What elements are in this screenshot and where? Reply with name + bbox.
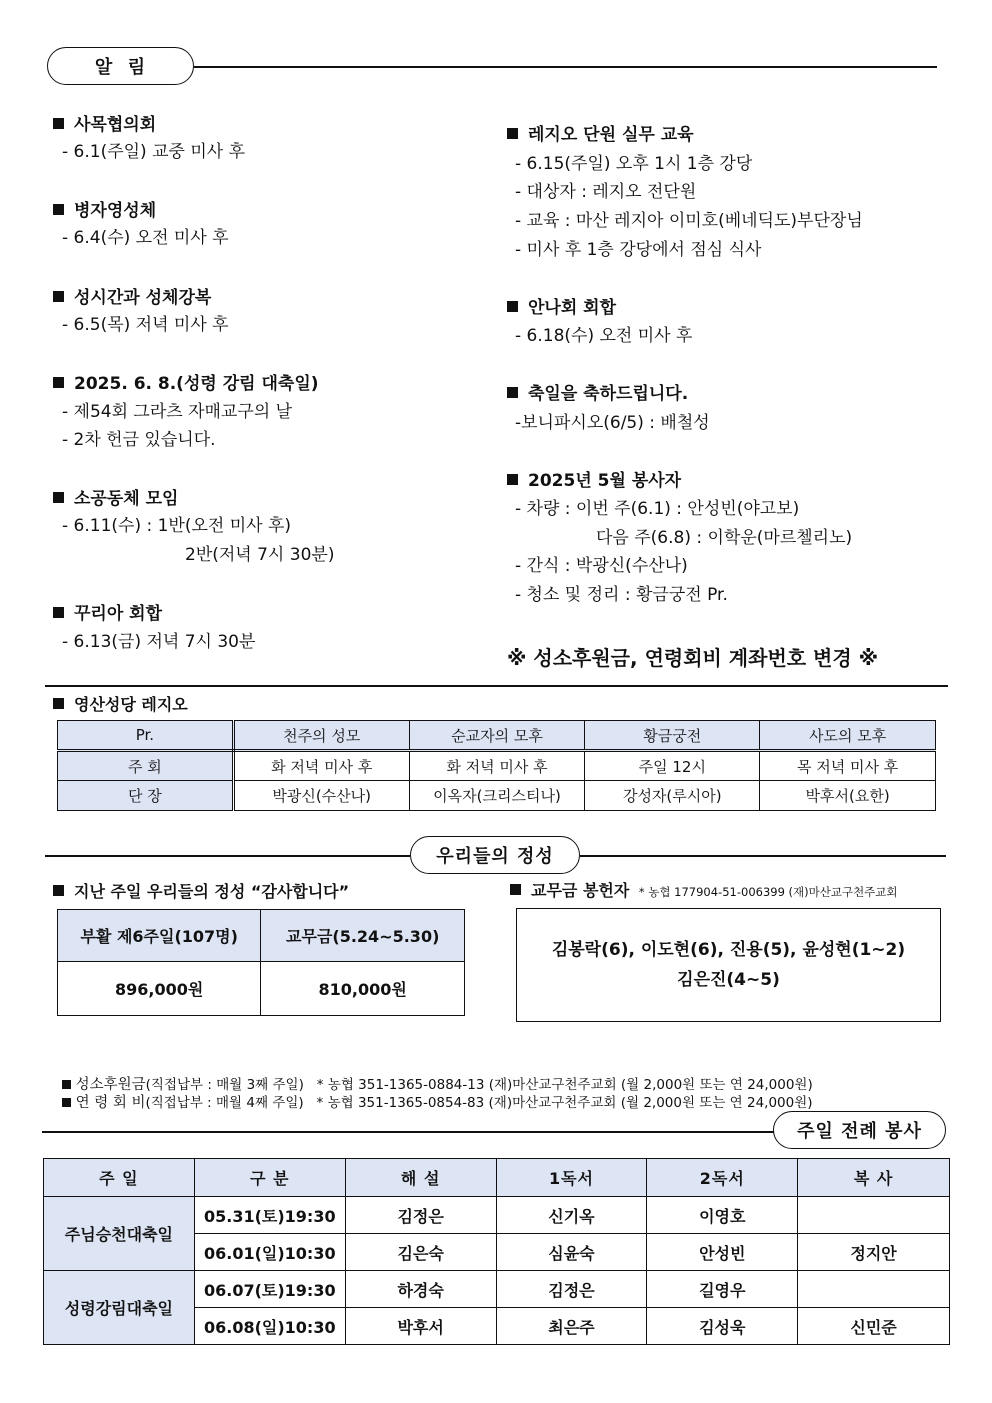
donors-box [516,908,941,1022]
table-header-cell: Pr. [58,721,234,751]
square-bullet-icon [507,474,518,485]
table-header-cell: 1독서 [496,1159,647,1197]
notice-title: 꾸리아 회합 [53,599,162,624]
square-bullet-icon [62,1098,71,1107]
table-cell [798,1197,950,1234]
divider [194,66,937,68]
notice-title: 2025. 6. 8.(성령 강림 대축일) [53,369,319,394]
table-header-cell: 천주의 성모 [233,721,409,751]
table-cell: 06.01(일)10:30 [194,1234,345,1271]
table-header-cell: 주 일 [44,1159,195,1197]
divider [45,855,410,857]
legio-title: 영산성당 레지오 [53,692,188,715]
table-header-cell: 복 사 [798,1159,950,1197]
notice-line: - 6.15(주일) 오후 1시 1층 강당 [515,154,753,174]
table-row [44,1197,950,1234]
table-cell: 박후서(요한) [760,781,936,811]
table-cell: 06.08(일)10:30 [194,1308,345,1345]
offerings-table [57,909,465,1016]
table-cell: 심윤숙 [496,1234,647,1271]
donor-line: 김은진(4~5) [677,970,780,990]
square-bullet-icon [53,204,64,215]
notice-line: - 간식 : 박광신(수산나) [515,556,688,576]
table-header-cell: 사도의 모후 [760,721,936,751]
table-row [58,751,936,781]
notice-title: 안나회 회합 [507,293,616,318]
table-cell: 하경숙 [345,1271,496,1308]
table-cell: 06.07(토)19:30 [194,1271,345,1308]
table-cell: 정지안 [798,1234,950,1271]
square-bullet-icon [507,301,518,312]
row-label: 주 회 [58,751,234,781]
table-row [58,962,465,1016]
notices-header-label: 알 림 [94,57,147,78]
table-cell: 길영우 [647,1271,798,1308]
table-cell: 박광신(수산나) [233,781,409,811]
table-header-cell: 교무금(5.24~5.30) [261,910,465,962]
square-bullet-icon [53,698,64,709]
notice-line: - 미사 후 1층 강당에서 점심 식사 [515,240,762,260]
table-cell: 최은주 [496,1308,647,1345]
table-cell: 05.31(토)19:30 [194,1197,345,1234]
table-cell: 김정은 [345,1197,496,1234]
square-bullet-icon [53,291,64,302]
donor-line: 김봉락(6), 이도현(6), 진용(5), 윤성현(1~2) [551,940,906,960]
offering-amount: 896,000원 [58,962,261,1016]
table-cell: 안성빈 [647,1234,798,1271]
divider [42,1131,774,1133]
notice-title: 성시간과 성체강복 [53,283,211,308]
feast-name: 성령강림대축일 [44,1271,195,1345]
notice-title: 축일을 축하드립니다. [507,379,688,404]
square-bullet-icon [53,377,64,388]
table-cell: 이옥자(크리스티나) [409,781,585,811]
table-cell: 이영호 [647,1197,798,1234]
notice-line: - 교육 : 마산 레지아 이미호(베네딕도)부단장님 [515,211,863,231]
offering-amount: 810,000원 [261,962,465,1016]
offerings-title: 지난 주일 우리들의 정성 “감사합니다” [53,879,349,902]
table-header-row [44,1159,950,1197]
legio-table [57,720,936,811]
table-header-cell: 부활 제6주일(107명) [58,910,261,962]
notice-line: - 6.1(주일) 교중 미사 후 [62,142,246,162]
table-header-cell: 구 분 [194,1159,345,1197]
table-header-cell: 황금궁전 [585,721,760,751]
donors-account-note: * 농협 177904-51-006399 (재)마산교구천주교회 [638,885,898,899]
notice-line: - 6.18(수) 오전 미사 후 [515,326,693,346]
notice-line: -보니파시오(6/5) : 배철성 [515,413,710,433]
notice-line: 다음 주(6.8) : 이학운(마르첼리노) [596,528,853,548]
table-cell: 김정은 [496,1271,647,1308]
square-bullet-icon [53,607,64,618]
square-bullet-icon [507,128,518,139]
table-cell: 김성욱 [647,1308,798,1345]
table-cell: 신기옥 [496,1197,647,1234]
offerings-header-label: 우리들의 정성 [436,846,554,867]
schedule-header-label: 주일 전례 봉사 [797,1121,922,1142]
square-bullet-icon [510,884,521,895]
notice-line: 2반(저녁 7시 30분) [185,545,335,565]
table-header-cell: 순교자의 모후 [409,721,585,751]
offerings-header-pill [410,836,580,874]
schedule-table [43,1158,950,1345]
table-row [44,1271,950,1308]
row-label: 단 장 [58,781,234,811]
table-cell: 주일 12시 [585,751,760,781]
notice-title: 사목협의회 [53,110,156,135]
square-bullet-icon [53,118,64,129]
notice-line: - 청소 및 정리 : 황금궁전 Pr. [515,585,728,605]
notice-line: - 제54회 그라츠 자매교구의 날 [62,402,293,422]
account-line: 성소후원금(직접납부 : 매월 3째 주일) * 농협 351-1365-0884-13 (재)마산교구천주교회 (월 2,000원 또는 연 24,000원) [53,1057,813,1094]
square-bullet-icon [507,387,518,398]
table-cell: 박후서 [345,1308,496,1345]
square-bullet-icon [53,885,64,896]
table-header-cell: 2독서 [647,1159,798,1197]
notices-header-pill [47,47,194,85]
notice-line: - 6.5(목) 저녁 미사 후 [62,315,229,335]
divider [580,855,946,857]
divider [45,685,948,687]
table-cell: 신민준 [798,1308,950,1345]
notice-line: - 6.4(수) 오전 미사 후 [62,228,229,248]
feast-name: 주님승천대축일 [44,1197,195,1271]
table-cell: 목 저녁 미사 후 [760,751,936,781]
table-cell: 화 저녁 미사 후 [409,751,585,781]
table-cell: 김은숙 [345,1234,496,1271]
account-change-notice: ※ 성소후원금, 연령회비 계좌번호 변경 ※ [507,646,879,670]
notice-line: - 6.13(금) 저녁 7시 30분 [62,632,256,652]
table-header-row [58,721,936,751]
notice-line: - 6.11(수) : 1반(오전 미사 후) [62,516,292,536]
table-header-cell: 해 설 [345,1159,496,1197]
square-bullet-icon [53,492,64,503]
table-cell: 강성자(루시아) [585,781,760,811]
table-row [58,781,936,811]
account-line: 연 령 회 비(직접납부 : 매월 4째 주일) * 농협 351-1365-0854-83 (재)마산교구천주교회 (월 2,000원 또는 연 24,000원) [53,1075,813,1112]
notice-line: - 차량 : 이번 주(6.1) : 안성빈(야고보) [515,499,800,519]
notice-line: - 대상자 : 레지오 전단원 [515,182,697,202]
table-cell: 화 저녁 미사 후 [233,751,409,781]
notice-title: 소공동체 모임 [53,484,178,509]
notice-title: 2025년 5월 봉사자 [507,466,681,491]
notice-line: - 2차 헌금 있습니다. [62,430,216,450]
table-cell [798,1271,950,1308]
schedule-header-pill [773,1111,946,1149]
table-header-row [58,910,465,962]
donors-title: 교무금 봉헌자 * 농협 177904-51-006399 (재)마산교구천주교회 [510,878,898,901]
notice-title: 레지오 단원 실무 교육 [507,120,694,145]
notice-title: 병자영성체 [53,196,156,221]
